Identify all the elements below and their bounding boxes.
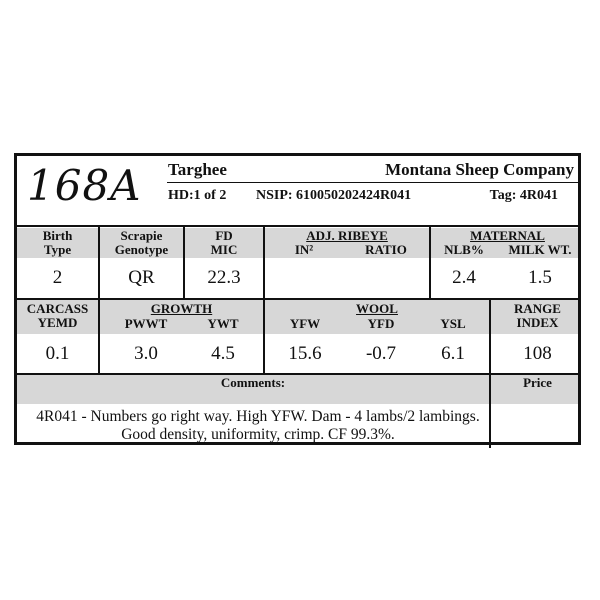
header-range-index: RANGE INDEX xyxy=(514,301,561,330)
value-ysl: 6.1 xyxy=(441,343,465,364)
sheep-sale-card xyxy=(14,153,581,445)
header-ysl: YSL xyxy=(440,316,466,331)
comments-label: Comments: xyxy=(220,375,286,390)
value-birth-type: 2 xyxy=(52,267,63,288)
value-fd-mic: 22.3 xyxy=(207,267,241,288)
header-birth-type: Birth Type xyxy=(42,228,73,257)
value-nlb: 2.4 xyxy=(452,267,476,288)
rule xyxy=(17,373,578,375)
header-maternal: MATERNAL xyxy=(470,228,545,243)
header-carcass-yemd: CARCASS YEMD xyxy=(26,301,89,330)
value-pwwt: 3.0 xyxy=(134,343,158,364)
header-milk-wt: MILK WT. xyxy=(508,242,572,257)
rule xyxy=(17,225,578,227)
value-yfw: 15.6 xyxy=(288,343,322,364)
value-range-index: 108 xyxy=(523,343,552,364)
nsip-id: NSIP: 610050202424R041 xyxy=(256,188,412,203)
value-scrapie-genotype: QR xyxy=(128,267,155,288)
hd-info: HD:1 of 2 xyxy=(168,188,227,203)
header-ratio: RATIO xyxy=(365,242,407,257)
header-scrapie-genotype: Scrapie Genotype xyxy=(114,228,169,257)
header-yfw: YFW xyxy=(289,316,321,331)
value-milk-wt: 1.5 xyxy=(528,267,552,288)
header-adj-ribeye: ADJ. RIBEYE xyxy=(306,228,388,243)
tag-id: Tag: 4R041 xyxy=(489,188,558,203)
header-wool: WOOL xyxy=(356,301,398,316)
header-pwwt: PWWT xyxy=(124,316,168,331)
header-in2: IN² xyxy=(294,242,314,257)
company-name: Montana Sheep Company xyxy=(385,160,574,179)
value-ywt: 4.5 xyxy=(211,343,235,364)
price-label: Price xyxy=(523,375,552,390)
value-yfd: -0.7 xyxy=(365,343,397,364)
header-ywt: YWT xyxy=(207,316,239,331)
header-rule xyxy=(167,182,578,183)
header-yfd: YFD xyxy=(367,316,395,331)
comments-text: 4R041 - Numbers go right way. High YFW. Dam - 4 lambs/2 lambings. Good density, uniformity, crimp. CF 99.3%. xyxy=(36,408,480,443)
lot-number: 168A xyxy=(27,161,142,210)
header-growth: GROWTH xyxy=(150,301,213,316)
header-fd-mic: FD MIC xyxy=(210,228,238,257)
header-nlb: NLB% xyxy=(444,242,484,257)
value-yemd: 0.1 xyxy=(45,343,70,364)
breed: Targhee xyxy=(168,160,227,179)
rule xyxy=(17,298,578,300)
